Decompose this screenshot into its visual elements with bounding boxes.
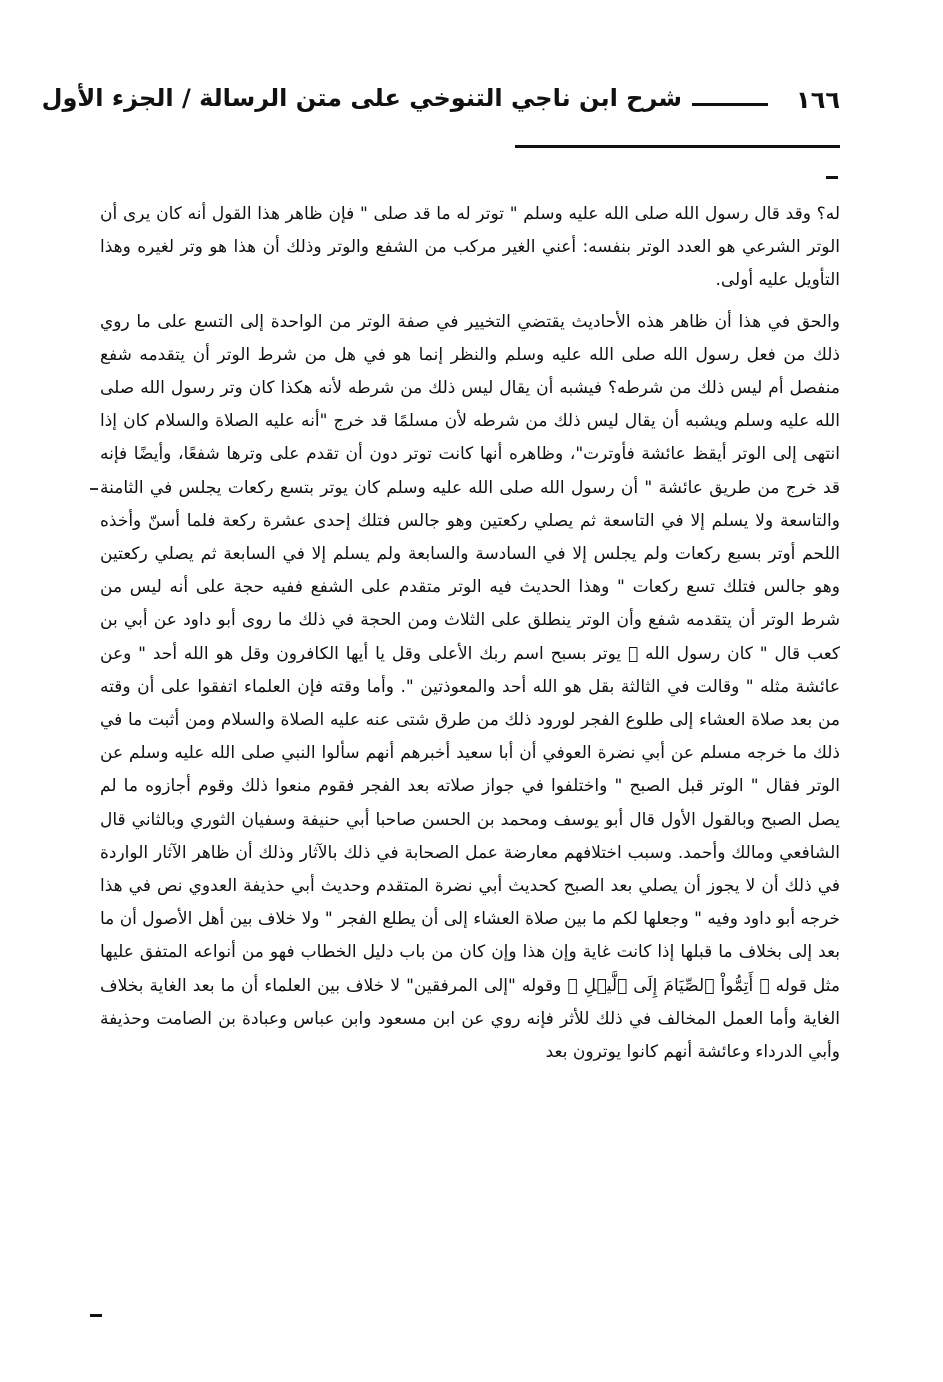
paragraph-2: والحق في هذا أن ظاهر هذه الأحاديث يقتضي التخيير في صفة الوتر من الواحدة إلى التسع على ما روي ذلك من فعل رسول الله صلى الله عليه وسلم والنظر إنما هو في هل من شرط الوتر أن يتقدمه شفع منفصل أم ليس ذلك من شرطه؟ فيشبه أن يقال ليس ذلك من شرطه لأنه هكذا كان وتر رسول الله صلى الله عليه وسلم ويشبه أن يقال ليس ذلك من شرطه لأن مسلمًا قد خرج "أنه عليه الصلاة والسلام كان إذا انتهى إلى الوتر أيقظ عائشة فأوترت"، وظاهره أنها كانت توتر دون أن تقدم على وترها شفعًا، وأيضًا فإنه قد خرج من طريق عائشة " أن رسول الله صلى الله عليه وسلم كان يوتر بتسع ركعات يجلس في الثامنة والتاسعة ولا يسلم إلا في التاسعة ثم يصلي ركعتين وهو جالس فتلك إحدى عشرة ركعة فلما أسنّ وأخذه اللحم أوتر بسبع ركعات ولم يجلس إلا في السادسة والسابعة ولم يسلم إلا في السابعة ثم يصلي ركعتين وهو جالس فتلك تسع ركعات " وهذا الحديث فيه الوتر متقدم على الشفع ففيه حجة على أنه ليس من شرط الوتر أن يتقدمه شفع وأن الوتر ينطلق على الثلاث ومن الحجة في ذلك ما روى أبو داود عن أبي بن كعب قال " كان رسول الله ﷺ يوتر بسبح اسم ربك الأعلى وقل يا أيها الكافرون وقل هو الله أحد " وعن عائشة مثله " وقالت في الثالثة بقل هو الله أحد والمعوذتين ". وأما وقته فإن العلماء اتفقوا على أن وقته من بعد صلاة العشاء إلى طلوع الفجر لورود ذلك من طرق شتى عنه عليه الصلاة والسلام ومن أثبت ما في ذلك ما خرجه مسلم عن أبي نضرة العوفي أن أبا سعيد أخبرهم أنهم سألوا النبي صلى الله عليه وسلم عن الوتر فقال " الوتر قبل الصبح " واختلفوا في جواز صلاته بعد الفجر فقوم منعوا ذلك وقوم أجازوه ما لم يصل الصبح وبالقول الأول قال أبو يوسف ومحمد بن الحسن صاحبا أبي حنيفة وسفيان الثوري وبالثاني قال الشافعي ومالك وأحمد. وسبب اختلافهم معارضة عمل الصحابة في ذلك بالآثار وذلك أن ظاهر الآثار الواردة في ذلك أن لا يجوز أن يصلي بعد الصبح كحديث أبي نضرة المتقدم وحديث أبي حذيفة العدوي نص في هذا خرجه أبو داود وفيه " وجعلها لكم ما بين صلاة العشاء إلى أن يطلع الفجر " ولا خلاف بين أهل الأصول أن ما بعد إلى بخلاف ما قبلها إذا كانت غاية وإن هذا وإن كان من باب دليل الخطاب فهو من أنواعه المتفق عليها مثل قوله ﴿ أَتِمُّواْ ٱلصِّيَامَ إِلَى ٱلَّيۡلِ ﴾ وقوله "إلى المرفقين" لا خلاف بين العلماء أن ما بعد الغاية بخلاف الغاية وأما العمل المخالف في ذلك للأثر فإنه روي عن ابن مسعود وابن عباس وعبادة بن الصامت وحذيفة وأبي الدرداء وعائشة أنهم كانوا يوترون بعد (100, 311, 840, 1063)
header-dash (692, 103, 768, 106)
running-title: شرح ابن ناجي التنوخي على متن الرسالة / الجزء الأول (41, 84, 682, 112)
footer-mark (90, 1314, 102, 1317)
page-number: ١٦٦ (796, 86, 840, 114)
header-mark (826, 176, 838, 179)
page-header (41, 84, 840, 128)
header-rule (515, 145, 840, 148)
body-text (100, 198, 840, 1069)
paragraph-1: له؟ وقد قال رسول الله صلى الله عليه وسلم " توتر له ما قد صلى " فإن ظاهر هذا القول أنه كان يرى أن الوتر الشرعي هو العدد الوتر بنفسه: أعني الغير مركب من الشفع والوتر وذلك أن هذا هو وتر لغيره وهذا التأويل عليه أولى. (100, 204, 840, 291)
margin-mark (90, 488, 98, 490)
